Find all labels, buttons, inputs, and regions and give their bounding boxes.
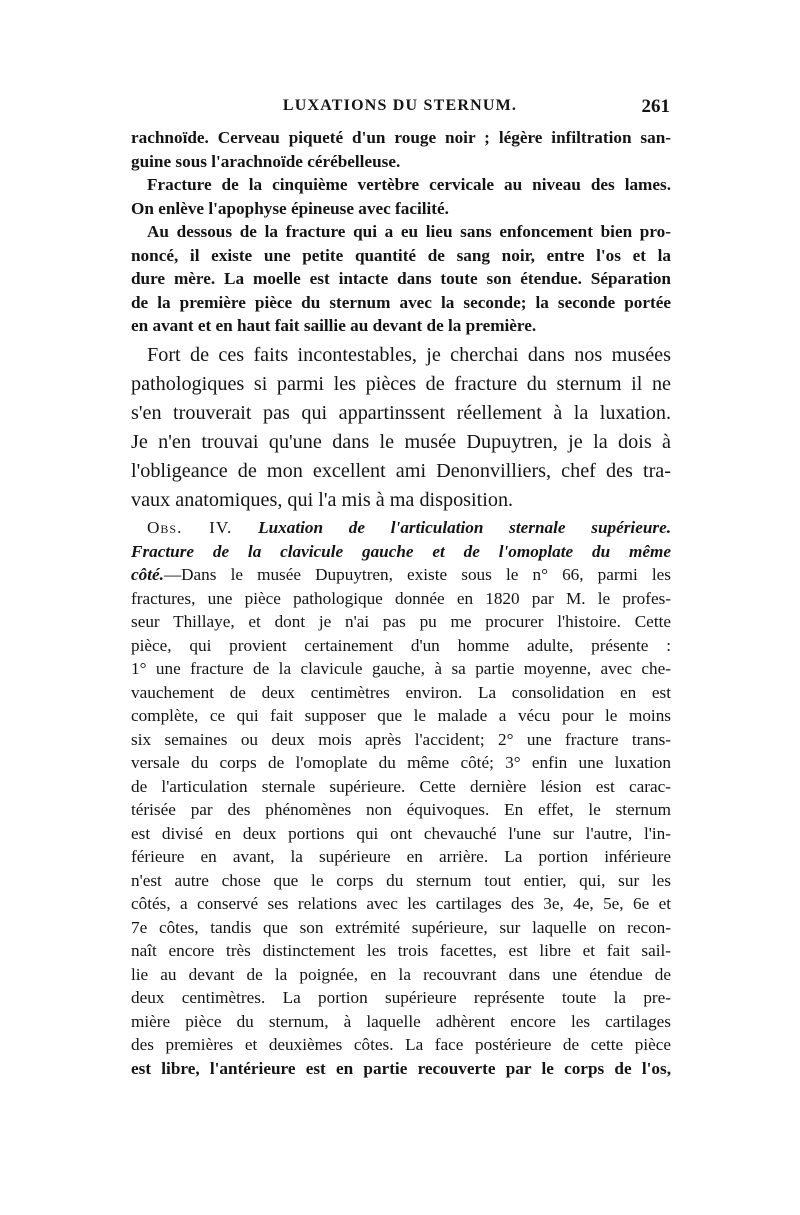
- page-number: 261: [641, 96, 670, 117]
- observation-label: Obs. IV.: [147, 518, 233, 537]
- text-line: térisée par des phénomènes non équivoques. En effet, le sternum: [131, 800, 671, 819]
- observation-title-end: côté.: [131, 565, 164, 584]
- text-line: vauchement de deux centimètres environ. La consolidation en est: [131, 682, 671, 702]
- text-line: six semaines ou deux mois après l'accident; 2° une fracture trans-: [131, 729, 671, 749]
- text-line: côtés, a conservé ses relations avec les cartilages des 3e, 4e, 5e, 6e et: [131, 894, 671, 913]
- text-line: guine sous l'arachnoïde cérébelleuse.: [131, 151, 401, 171]
- text-line: naît encore très distinctement les trois facettes, est libre et fait sail-: [131, 941, 671, 960]
- text-line: lie au devant de la poignée, en la recouvrant dans une étendue de: [131, 964, 671, 984]
- text-line: [131, 563, 671, 587]
- text-line: Au dessous de la fracture qui a eu lieu sans enfoncement bien pro-: [147, 222, 671, 241]
- page-header: [130, 97, 670, 121]
- text-line: noncé, il existe une petite quantité de sang noir, entre l'os et la: [131, 245, 671, 265]
- text-line: l'obligeance de mon excellent ami Denonvilliers, chef des tra-: [131, 460, 671, 482]
- text-line: seur Thillaye, et dont je n'ai pas pu me procurer l'histoire. Cette: [131, 612, 671, 631]
- observation-text-start: —Dans le musée Dupuytren, existe sous le n° 66, parmi les: [163, 565, 671, 584]
- running-title: LUXATIONS DU STERNUM.: [282, 97, 518, 114]
- text-line: Fracture de la cinquième vertèbre cervicale au niveau des lames.: [147, 175, 671, 194]
- text-line: pathologiques si parmi les pièces de fracture du sternum il ne: [131, 373, 671, 395]
- text-line: versale du corps de l'omoplate du même côté; 3° enfin une luxation: [131, 753, 671, 772]
- paragraph-sternum-separation: [131, 220, 671, 338]
- text-line: complète, ce qui fait supposer que le malade a vécu pour le moins: [131, 706, 671, 725]
- text-line: férieure en avant, la supérieure en arrière. La portion inférieure: [131, 847, 671, 866]
- text-line: 1° une fracture de la clavicule gauche, à sa partie moyenne, avec che-: [131, 659, 671, 678]
- text-line: s'en trouverait pas qui appartinssent réellement à la luxation.: [131, 402, 671, 424]
- text-line: 7e côtes, tandis que son extrémité supérieure, sur laquelle on recon-: [131, 917, 671, 937]
- observation-title-line: [131, 516, 671, 540]
- text-line: n'est autre chose que le corps du sternum tout entier, qui, sur les: [131, 870, 671, 890]
- text-line: est libre, l'antérieure est en partie recouverte par le corps de l'os,: [131, 1058, 671, 1078]
- paragraph-vertebra-fracture: [131, 173, 671, 220]
- text-line: Je n'en trouvai qu'une dans le musée Dupuytren, je la dois à: [131, 431, 671, 453]
- observation-iv: [131, 516, 671, 1080]
- text-line: rachnoïde. Cerveau piqueté d'un rouge noir ; légère infiltration san-: [131, 128, 671, 147]
- text-line: Fort de ces faits incontestables, je cherchai dans nos musées: [147, 344, 671, 366]
- text-line: vaux anatomiques, qui l'a mis à ma disposition.: [131, 489, 514, 511]
- text-line: en avant et en haut fait saillie au devant de la première.: [131, 316, 537, 335]
- paragraph-museum-search: [131, 341, 671, 515]
- text-line: de l'articulation sternale supérieure. Cette dernière lésion est carac-: [131, 776, 671, 796]
- observation-title: Luxation de l'articulation sternale supérieure.: [258, 518, 671, 537]
- text-line: de la première pièce du sternum avec la seconde; la seconde portée: [131, 292, 671, 312]
- text-line: des premières et deuxièmes côtes. La face postérieure de cette pièce: [131, 1035, 671, 1054]
- text-line: mière pièce du sternum, à laquelle adhèrent encore les cartilages: [131, 1011, 671, 1031]
- text-line: est divisé en deux portions qui ont chevauché l'une sur l'autre, l'in-: [131, 823, 671, 843]
- paragraph-autopsy-continued: [131, 126, 671, 173]
- text-line: deux centimètres. La portion supérieure représente toute la pre-: [131, 988, 671, 1007]
- text-line: fractures, une pièce pathologique donnée en 1820 par M. le profes-: [131, 588, 671, 608]
- text-line: On enlève l'apophyse épineuse avec facilité.: [131, 198, 449, 218]
- text-line: pièce, qui provient certainement d'un homme adulte, présente :: [131, 635, 671, 655]
- observation-title-line: Fracture de la clavicule gauche et de l'omoplate du même: [131, 541, 671, 561]
- text-line: dure mère. La moelle est intacte dans toute son étendue. Séparation: [131, 269, 671, 288]
